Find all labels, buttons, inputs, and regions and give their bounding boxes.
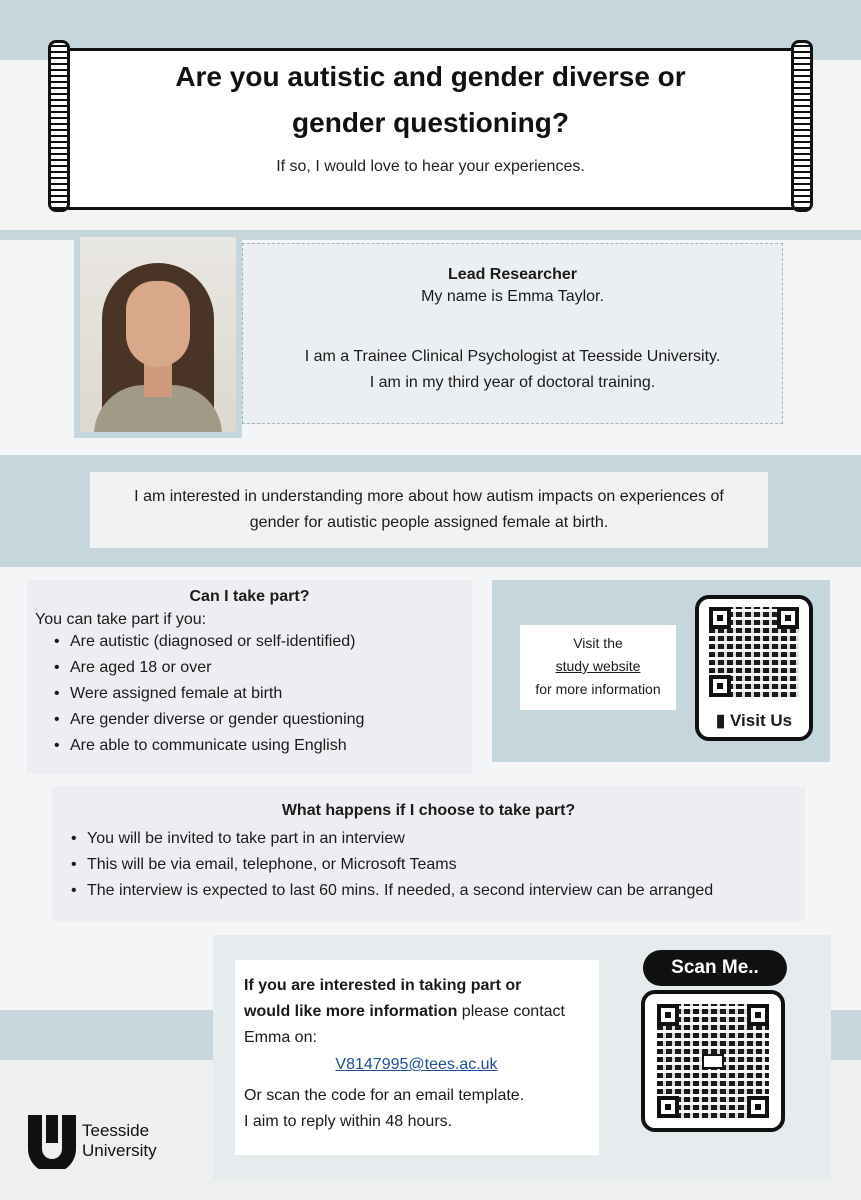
researcher-name: My name is Emma Taylor.: [421, 288, 604, 305]
page-title: [88, 54, 773, 146]
title-line-2: gender questioning?: [292, 107, 569, 138]
phone-icon: ▮: [715, 711, 726, 730]
qr-code-icon[interactable]: [709, 607, 799, 697]
qr-finder-icon: [657, 1096, 679, 1118]
list-item: • Are able to communicate using English: [70, 733, 472, 759]
list-item: • Are aged 18 or over: [70, 655, 472, 681]
what-happens-list: [87, 826, 805, 904]
list-item: • The interview is expected to last 60 mins. If needed, a second interview can be arranged: [87, 878, 805, 904]
envelope-icon: [702, 1054, 724, 1069]
contact-line-2-rest: please contact: [457, 1003, 565, 1020]
study-website-link[interactable]: study website: [555, 658, 641, 674]
researcher-heading: Lead Researcher: [448, 266, 577, 283]
qr-finder-icon: [709, 675, 731, 697]
interest-line-1: I am interested in understanding more about how autism impacts on experiences of: [134, 488, 724, 505]
eligibility-box: [27, 580, 472, 774]
qr-finder-icon: [709, 607, 731, 629]
contact-line-3: Emma on:: [244, 1029, 317, 1046]
research-interest-box: [90, 472, 768, 548]
scroll-roll-right: [791, 40, 813, 212]
scroll-roll-left: [48, 40, 70, 212]
teesside-university-logo: [28, 1115, 188, 1175]
title-scroll-banner: [48, 40, 813, 212]
visit-us-text: Visit Us: [730, 711, 793, 730]
researcher-info-box: [242, 243, 783, 424]
researcher-year: I am in my third year of doctoral training.: [369, 374, 656, 391]
logo-line-1: Teesside: [82, 1121, 150, 1140]
visit-text-box: [520, 625, 676, 710]
visit-qr-card[interactable]: [695, 595, 813, 741]
qr-finder-icon: [777, 607, 799, 629]
list-item: • Are gender diverse or gender questioning: [70, 707, 472, 733]
contact-panel: [213, 935, 831, 1180]
interest-line-2: gender for autistic people assigned female at birth.: [249, 514, 609, 531]
what-happens-box: [52, 786, 805, 921]
what-happens-heading: What happens if I choose to take part?: [281, 802, 576, 819]
visit-line-3: for more information: [535, 681, 661, 697]
reply-time: I aim to reply within 48 hours.: [244, 1113, 453, 1130]
contact-info-box: [235, 960, 599, 1155]
researcher-photo: [80, 237, 236, 432]
list-item: • This will be via email, telephone, or Microsoft Teams: [87, 852, 805, 878]
visit-website-panel: [492, 580, 830, 762]
visit-line-1: Visit the: [573, 635, 623, 651]
eligibility-intro: You can take part if you:: [35, 611, 207, 628]
qr-finder-icon: [657, 1004, 679, 1026]
list-item: • Were assigned female at birth: [70, 681, 472, 707]
university-logo-icon: [28, 1115, 76, 1169]
page-subtitle: If so, I would love to hear your experiences.: [276, 158, 585, 175]
list-item: • Are autistic (diagnosed or self-identified): [70, 629, 472, 655]
qr-finder-icon: [747, 1096, 769, 1118]
visit-us-label: [699, 711, 809, 731]
eligibility-list: [70, 629, 472, 759]
logo-text: [82, 1121, 157, 1161]
qr-finder-icon: [747, 1004, 769, 1026]
scan-me-badge: Scan Me..: [643, 950, 787, 986]
researcher-role: I am a Trainee Clinical Psychologist at Teesside University.: [304, 348, 721, 365]
contact-bold-line-1: If you are interested in taking part or: [244, 977, 522, 994]
photo-face: [126, 281, 190, 367]
title-line-1: Are you autistic and gender diverse or: [175, 61, 686, 92]
email-qr-card[interactable]: [641, 990, 785, 1132]
contact-bold-line-2: would like more information: [244, 1003, 458, 1020]
scan-instruction: Or scan the code for an email template.: [244, 1087, 525, 1104]
qr-code-icon[interactable]: [657, 1004, 769, 1118]
eligibility-heading: Can I take part?: [189, 588, 310, 605]
list-item: • You will be invited to take part in an interview: [87, 826, 805, 852]
email-link[interactable]: V8147995@tees.ac.uk: [335, 1056, 498, 1073]
logo-line-2: University: [82, 1141, 157, 1160]
researcher-photo-frame: [74, 231, 242, 438]
